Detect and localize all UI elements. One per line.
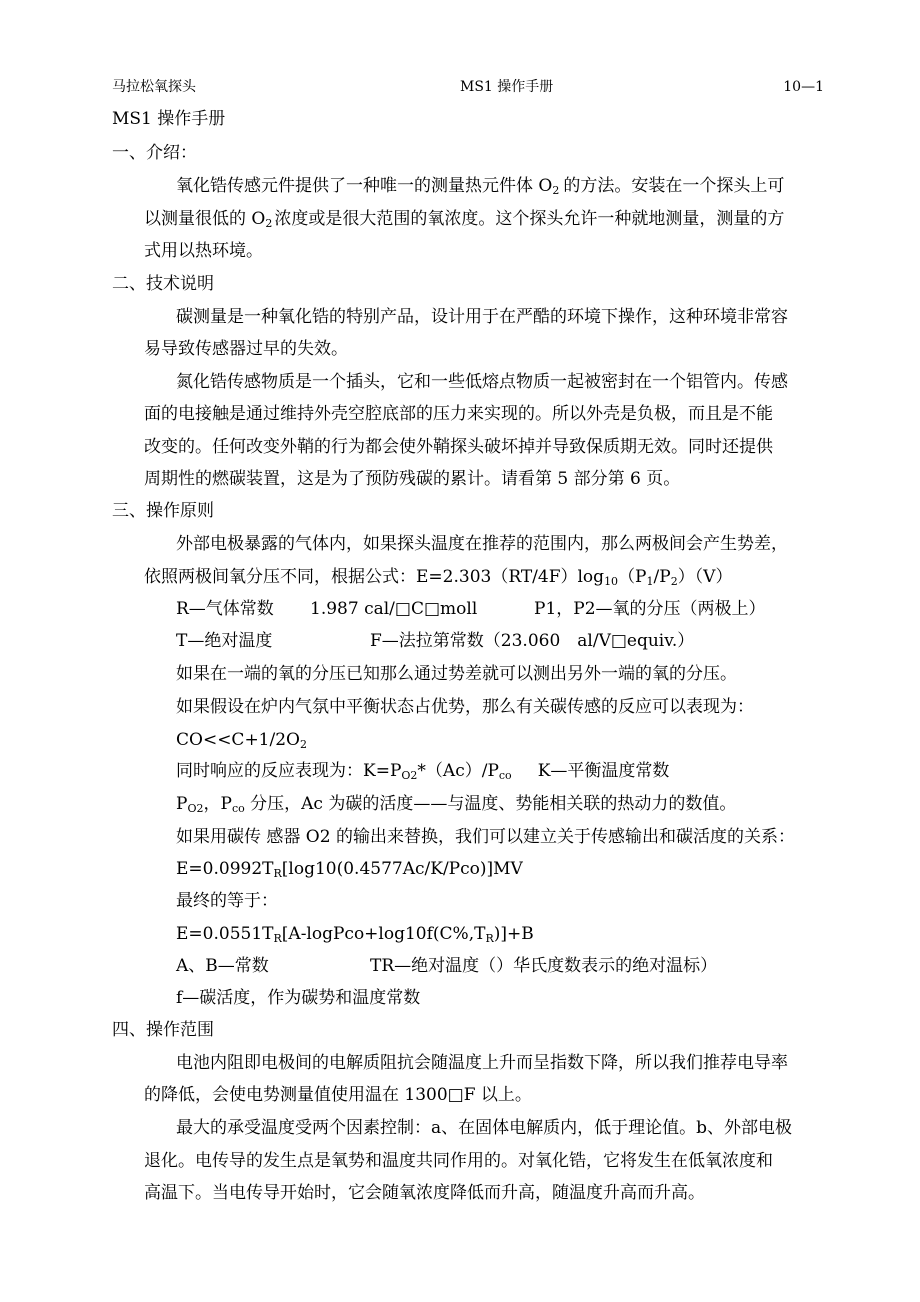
paragraph-line: 外部电极暴露的气体内，如果探头温度在推荐的范围内，那么两极间会产生势差， bbox=[176, 534, 788, 554]
text-run: （P bbox=[618, 567, 647, 587]
text-run: 分压，Ac 为碳的活度——与温度、势能相关联的热动力的数值。 bbox=[244, 794, 737, 814]
subscript: 1 bbox=[646, 575, 654, 588]
equation-line bbox=[176, 729, 307, 756]
paragraph-line: 周期性的燃碳装置，这是为了预防残碳的累计。请看第 5 部分第 6 页。 bbox=[144, 469, 681, 489]
header-left: 马拉松氧探头 bbox=[112, 79, 196, 95]
formula-line bbox=[144, 566, 732, 593]
text-run: *（Ac）/P bbox=[417, 761, 499, 781]
text-run: E=0.0992T bbox=[176, 859, 274, 879]
paragraph-line: f—碳活度，作为碳势和温度常数 bbox=[176, 988, 421, 1008]
paragraph-line: 易导致传感器过早的失效。 bbox=[144, 339, 348, 359]
text-run: 氧化锆传感元件提供了一种唯一的测量热元件体 O bbox=[176, 176, 553, 196]
subscript: 2 bbox=[552, 184, 560, 197]
constant-p-label: P1，P2—氧的分压（两极上） bbox=[534, 599, 766, 619]
paragraph-line: 式用以热环境。 bbox=[144, 241, 263, 261]
section-heading-principle: 三、操作原则 bbox=[112, 501, 214, 521]
paragraph-line: 高温下。当电传导开始时，它会随氧浓度降低而升高，随温度升高而升高。 bbox=[144, 1183, 705, 1203]
subscript: R bbox=[273, 867, 282, 880]
text-run: K—平衡温度常数 bbox=[537, 761, 670, 781]
paragraph-line: 氮化锆传感物质是一个插头，它和一些低熔点物质一起被密封在一个铝管内。传感 bbox=[176, 372, 788, 392]
paragraph-line: 最大的承受温度受两个因素控制：a、在固体电解质内，低于理论值。b、外部电极 bbox=[176, 1118, 793, 1138]
text-run: 以测量很低的 O bbox=[144, 209, 266, 229]
paragraph-line: 面的电接触是通过维持外壳空腔底部的压力来实现的。所以外壳是负极，而且是不能 bbox=[144, 404, 773, 424]
paragraph-line: 的降低，会使电势测量值使用温在 1300□F 以上。 bbox=[144, 1085, 532, 1105]
section-heading-range: 四、操作范围 bbox=[112, 1020, 214, 1040]
paragraph-line: 改变的。任何改变外鞘的行为都会使外鞘探头破坏掉并导致保质期无效。同时还提供 bbox=[144, 437, 773, 457]
constant-t-label: T—绝对温度 bbox=[176, 631, 273, 651]
paragraph-line: 如果假设在炉内气氛中平衡状态占优势，那么有关碳传感的反应可以表现为： bbox=[176, 697, 754, 717]
equation-line bbox=[176, 858, 523, 885]
constant-r-label: R—气体常数 bbox=[176, 599, 274, 619]
constant-f-label: F—法拉第常数（23.060 al/V□equiv.） bbox=[370, 631, 695, 651]
text-run: 浓度或是很大范围的氧浓度。这个探头允许一种就地测量，测量的方 bbox=[274, 209, 785, 229]
text-run: [A-logPco+log10f(C%,T bbox=[281, 924, 486, 944]
subscript: O2 bbox=[401, 769, 418, 782]
paragraph-line: 退化。电传导的发生点是氧势和温度共同作用的。对氧化锆，它将发生在低氧浓度和 bbox=[144, 1151, 773, 1171]
subscript: co bbox=[231, 802, 245, 815]
subscript: 2 bbox=[299, 738, 307, 751]
header-page-number: 10—1 bbox=[783, 79, 824, 95]
text-run: 的方法。安装在一个探头上可 bbox=[563, 176, 785, 196]
text-run: CO<<C+1/2O bbox=[176, 730, 300, 750]
text-run: /P bbox=[653, 567, 671, 587]
equation-line bbox=[176, 923, 534, 950]
section-heading-intro: 一、介绍： bbox=[112, 143, 197, 163]
constant-r-value: 1.987 cal/□C□moll bbox=[310, 599, 478, 619]
constant-tr-label: TR—绝对温度（）华氏度数表示的绝对温标） bbox=[370, 956, 718, 976]
paragraph-line: 最终的等于： bbox=[176, 891, 278, 911]
text-run: 同时响应的反应表现为：K=P bbox=[176, 761, 402, 781]
text-run: 依照两极间氧分压不同，根据公式：E=2.303（RT/4F）log bbox=[144, 567, 605, 587]
constant-ab-label: A、B—常数 bbox=[176, 956, 269, 976]
subscript: 2 bbox=[265, 217, 273, 230]
text-run: ）（V） bbox=[677, 567, 733, 587]
paragraph-line bbox=[176, 175, 784, 202]
text-run: [log10(0.4577Ac/K/Pco)]MV bbox=[281, 859, 523, 879]
paragraph-line: 如果用碳传 感器 O2 的输出来替换，我们可以建立关于传感输出和碳活度的关系： bbox=[176, 827, 795, 847]
text-run: )]+B bbox=[493, 924, 534, 944]
paragraph-line: 如果在一端的氧的分压已知那么通过势差就可以测出另外一端的氧的分压。 bbox=[176, 664, 737, 684]
paragraph-line bbox=[176, 793, 736, 820]
subscript: R bbox=[485, 932, 494, 945]
section-heading-specs: 二、技术说明 bbox=[112, 274, 214, 294]
subscript: 10 bbox=[604, 575, 619, 588]
paragraph-line bbox=[144, 208, 784, 235]
subscript: 2 bbox=[670, 575, 678, 588]
document-title: MS1 操作手册 bbox=[112, 109, 226, 129]
text-run: ，P bbox=[203, 794, 232, 814]
equation-line bbox=[176, 760, 669, 787]
text-run: E=0.0551T bbox=[176, 924, 274, 944]
subscript: co bbox=[498, 769, 512, 782]
subscript: R bbox=[273, 932, 282, 945]
header-center: MS1 操作手册 bbox=[460, 79, 554, 95]
paragraph-line: 电池内阻即电极间的电解质阻抗会随温度上升而呈指数下降，所以我们推荐电导率 bbox=[176, 1053, 788, 1073]
text-run: P bbox=[176, 794, 188, 814]
paragraph-line: 碳测量是一种氧化锆的特别产品，设计用于在严酷的环境下操作，这种环境非常容 bbox=[176, 307, 788, 327]
subscript: O2 bbox=[187, 802, 204, 815]
